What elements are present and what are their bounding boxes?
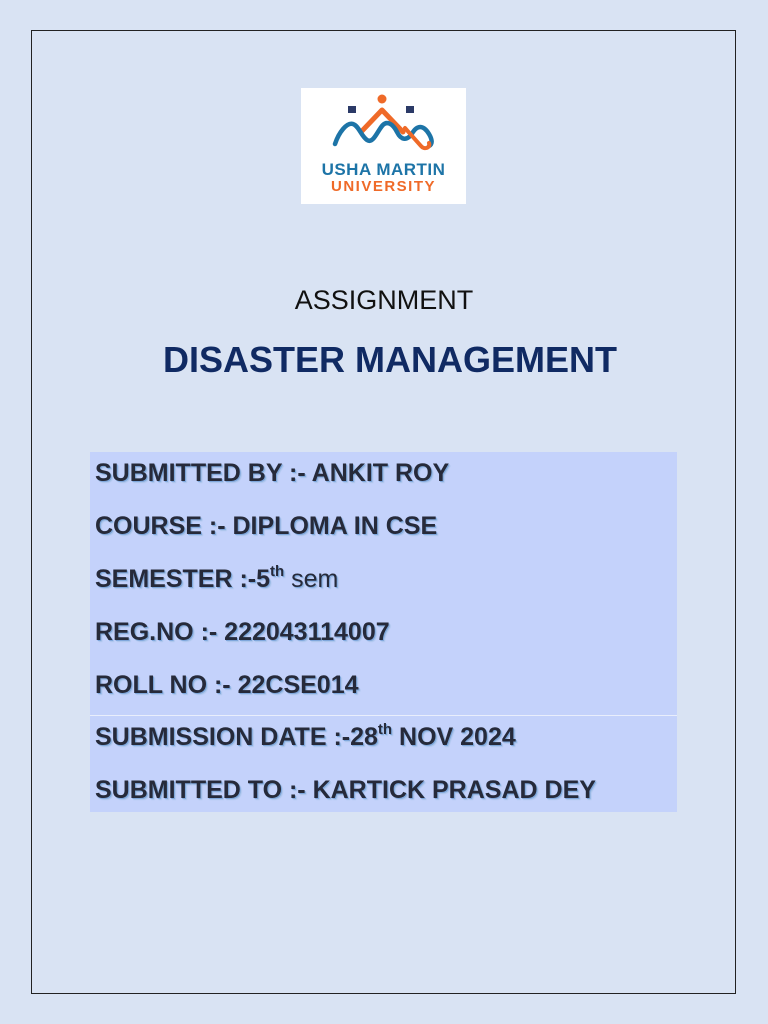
roll-no-line: ROLL NO :- 22CSE014: [95, 671, 359, 699]
submitted-by-line: SUBMITTED BY :- ANKIT ROY: [95, 459, 450, 487]
submitted-to-line: SUBMITTED TO :- KARTICK PRASAD DEY: [95, 776, 596, 804]
details-divider: [90, 715, 677, 716]
submission-suffix: NOV 2024: [392, 723, 516, 751]
semester-prefix: SEMESTER :-5: [95, 565, 271, 593]
semester-suffix: sem: [284, 565, 339, 593]
logo-text-line2: UNIVERSITY: [330, 178, 436, 195]
university-logo: [301, 88, 466, 204]
logo-emblem-icon: [301, 88, 466, 168]
submission-date-line: [95, 721, 516, 753]
document-title: DISASTER MANAGEMENT: [162, 339, 617, 380]
submission-prefix: SUBMISSION DATE :-28: [95, 723, 378, 751]
semester-line: [95, 563, 338, 595]
course-line: COURSE :- DIPLOMA IN CSE: [95, 512, 438, 540]
reg-no-line: REG.NO :- 222043114007: [95, 618, 390, 646]
submission-superscript: th: [377, 720, 393, 738]
logo-text-line1: USHA MARTIN: [321, 160, 446, 179]
semester-superscript: th: [270, 562, 285, 580]
assignment-label: ASSIGNMENT: [294, 285, 474, 315]
